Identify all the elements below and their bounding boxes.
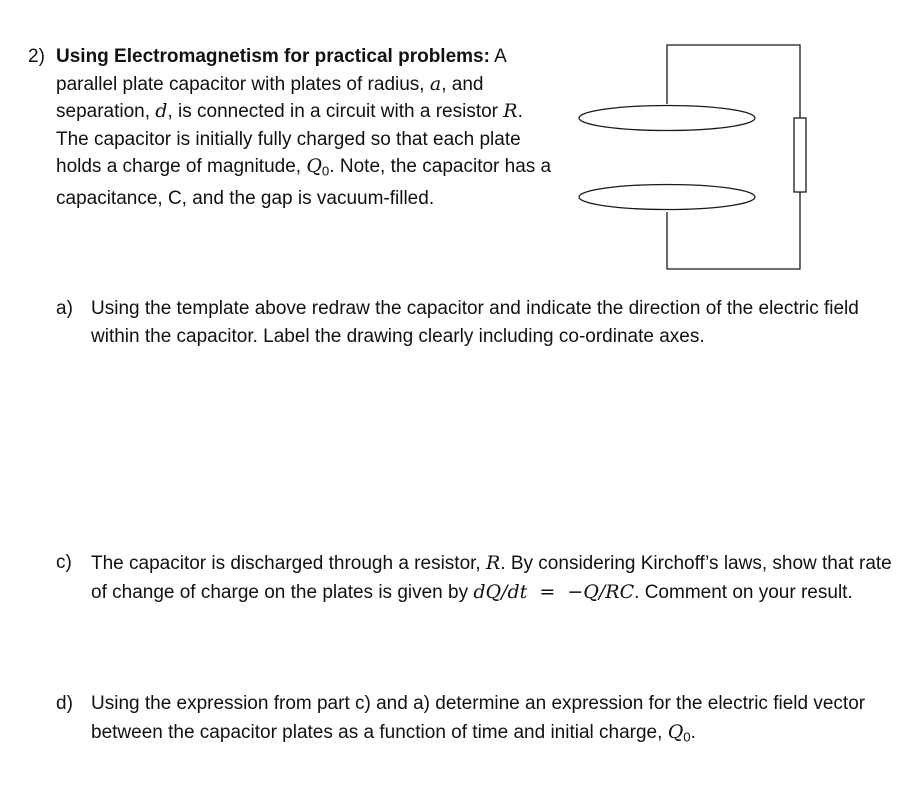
part-a-text: Using the template above redraw the capacitor and indicate the direction of the electric field within the capacitor. Label the drawing clearly including co-ordinate axes. <box>91 298 859 347</box>
symbol-d: d <box>155 100 168 122</box>
part-c-text-2: . By considering Kirchoff’s laws, show that rate of change of charge on the plates is given by <box>91 553 892 603</box>
question-title: Using Electromagnetism for practical problems: <box>56 46 490 67</box>
part-c-text <box>91 549 901 607</box>
resistor <box>794 118 806 192</box>
symbol-Q: Q <box>306 155 322 177</box>
question-number: 2) <box>28 46 45 67</box>
symbol-a: a <box>429 72 442 95</box>
part-d-text-1: Using the expression from part c) and a) determine an expression for the electric field vector between the capacitor plates as a function of time and initial charge, <box>91 693 866 743</box>
statement-text: , is connected in a circuit with a resistor <box>167 101 504 122</box>
part-d-text <box>91 690 901 751</box>
part-d-label: d) <box>56 693 73 714</box>
symbol-R: R <box>485 552 501 574</box>
part-c-text-1: The capacitor is discharged through a resistor, <box>91 553 486 574</box>
statement-text: . The capacitor is initially fully charged so that each plate holds a charge of magnitude, <box>56 101 523 177</box>
symbol-R: R <box>503 100 518 122</box>
top-wire <box>667 45 800 118</box>
discharge-equation: dQ/dt = −Q/RC <box>473 581 635 603</box>
part-d <box>56 690 901 751</box>
subscript-0: 0 <box>321 163 330 179</box>
part-c-text-3: . Comment on your result. <box>634 582 853 603</box>
statement-text: . Note, the capacitor has a capacitance, C, and the gap is vacuum-filled. <box>56 156 552 209</box>
part-a <box>56 295 901 351</box>
bottom-capacitor-plate <box>579 185 755 210</box>
statement-text: , and separation, <box>56 73 484 122</box>
part-c-label: c) <box>56 552 72 573</box>
part-c <box>56 549 901 607</box>
symbol-Q: Q <box>667 721 684 743</box>
subscript-0: 0 <box>683 729 691 745</box>
statement-text: A parallel plate capacitor with plates of radius, <box>56 46 506 95</box>
top-capacitor-plate <box>579 106 755 131</box>
bottom-wire <box>667 192 800 269</box>
part-d-text-2: . <box>690 722 696 743</box>
part-a-label: a) <box>56 298 73 319</box>
